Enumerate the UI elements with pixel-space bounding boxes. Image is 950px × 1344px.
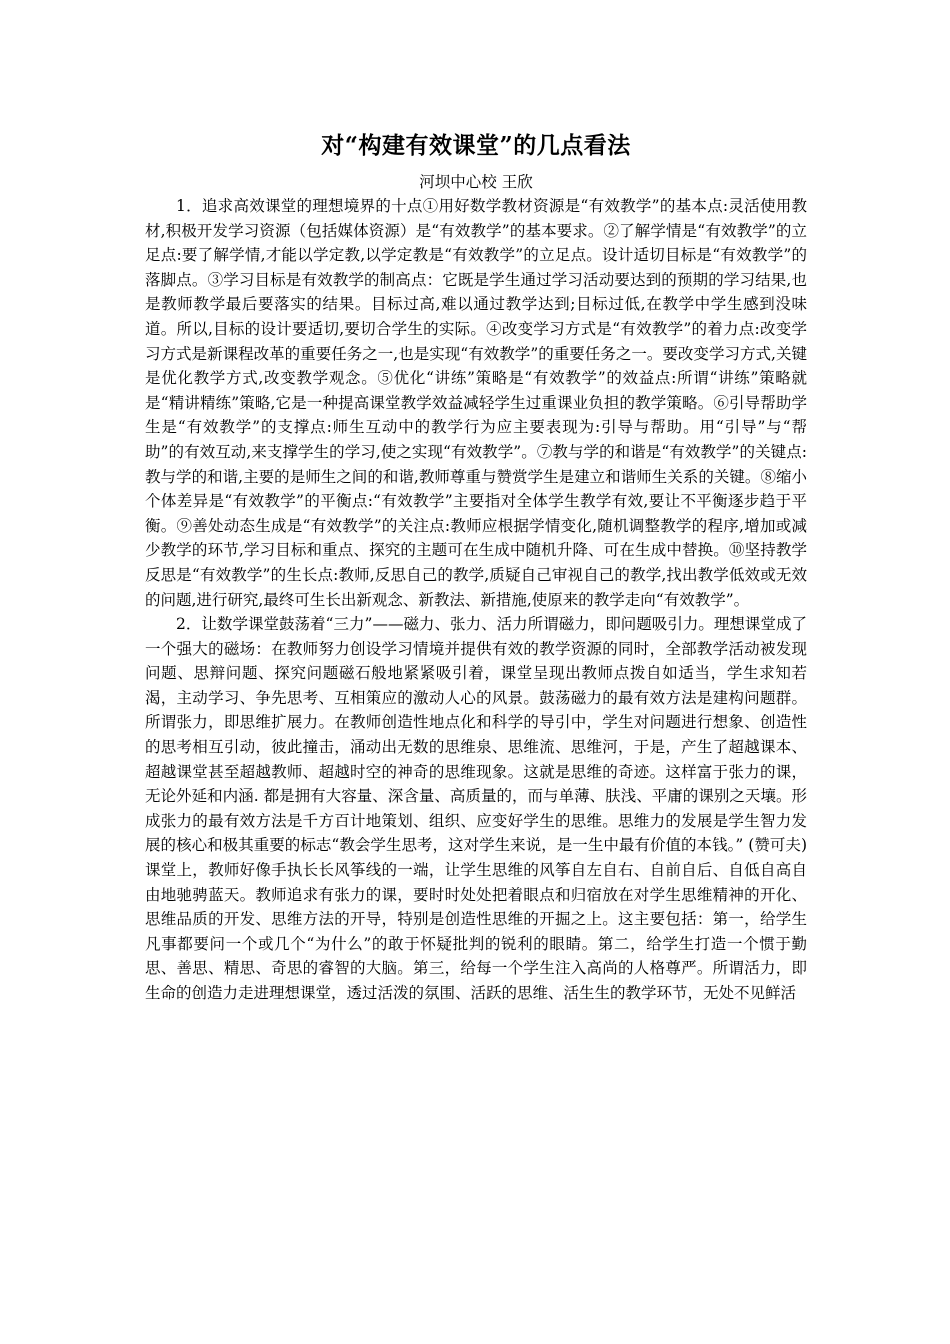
document-author: 河坝中心校 王欣 bbox=[419, 173, 533, 191]
document-page bbox=[145, 130, 807, 1006]
document-title: 对“构建有效课堂”的几点看法 bbox=[321, 132, 631, 159]
paragraph-1: 1．追求高效课堂的理想境界的十点①用好数学教材资源是“有效教学”的基本点:灵活使用教材,积极开发学习资源（包括媒体资源）是“有效教学”的基本要求。②了解学情是“有效教学”的立足点:要了解学情,才能以学定教,以学定教是“有效教学”的立足点。设计适切目标是“有效教学”的落脚点。③学习目标是有效教学的制高点：它既是学生通过学习活动要达到的预期的学习结果,也是教师教学最后要落实的结果。目标过高,难以通过教学达到;目标过低,在教学中学生感到没味道。所以,目标的设计要适切,要切合学生的实际。④改变学习方式是“有效教学”的着力点:改变学习方式是新课程改革的重要任务之一,也是实现“有效教学”的重要任务之一。要改变学习方式,关键是优化教学方式,改变教学观念。⑤优化“讲练”策略是“有效教学”的效益点:所谓“讲练”策略就是“精讲精练”策略,它是一种提高课堂教学效益减轻学生过重课业负担的教学策略。⑥引导帮助学生是“有效教学”的支撑点:师生互动中的教学行为应主要表现为:引导与帮助。用“引导”与“帮助”的有效互动,来支撑学生的学习,使之实现“有效教学”。⑦教与学的和谐是“有效教学”的关键点:教与学的和谐,主要的是师生之间的和谐,教师尊重与赞赏学生是建立和谐师生关系的关键。⑧缩小个体差异是“有效教学”的平衡点:“有效教学”主要指对全体学生教学有效,要让不平衡逐步趋于平衡。⑨善处动态生成是“有效教学”的关注点:教师应根据学情变化,随机调整教学的程序,增加或减少教学的环节,学习目标和重点、探究的主题可在生成中随机升降、可在生成中替换。⑩坚持教学反思是“有效教学”的生长点:教师,反思自己的教学,质疑自己审视自己的教学,找出教学低效或无效的问题,进行研究,最终可生长出新观念、新教法、新措施,使原来的教学走向“有效教学”。 bbox=[145, 197, 807, 609]
paragraph-2: 2．让数学课堂鼓荡着“三力”——磁力、张力、活力所谓磁力，即问题吸引力。理想课堂成了一个强大的磁场：在教师努力创设学习情境并提供有效的教学资源的同时，全部教学活动被发现问题、思辩问题、探究问题磁石般地紧紧吸引着，课堂呈现出教师点拨自如适当，学生求知若渴，主动学习、争先思考、互相策应的激动人心的风景。鼓荡磁力的最有效方法是建构问题群。所谓张力，即思维扩展力。在教师创造性地点化和科学的导引中，学生对问题进行想象、创造性的思考相互引动，彼此撞击，涌动出无数的思维泉、思维流、思维河，于是，产生了超越课本、超越课堂甚至超越教师、超越时空的神奇的思维现象。这就是思维的奇迹。这样富于张力的课，无论外延和内涵. 都是拥有大容量、深含量、高质量的，而与单薄、肤浅、平庸的课别之天壤。形成张力的最有效方法是千方百计地策划、组织、应变好学生的思维。思维力的发展是学生智力发展的核心和极其重要的标志“教会学生思考，这对学生来说，是一生中最有价值的本钱。” (赞可夫) 课堂上，教师好像手执长长风筝线的一端，让学生思维的风筝自左自右、自前自后、自低自高自由地驰骋蓝天。教师追求有张力的课，要时时处处把着眼点和归宿放在对学生思维精神的开化、思维品质的开发、思维方法的开导，特别是创造性思维的开掘之上。这主要包括：第一，给学生凡事都要问一个或几个“为什么”的敢于怀疑批判的锐利的眼睛。第二，给学生打造一个惯于勤思、善思、精思、奇思的睿智的大脑。第三，给每一个学生注入高尚的人格尊严。所谓活力，即生命的创造力走进理想课堂，透过活泼的氛围、活跃的思维、活生生的教学环节，无处不见鲜活 bbox=[145, 615, 807, 1002]
